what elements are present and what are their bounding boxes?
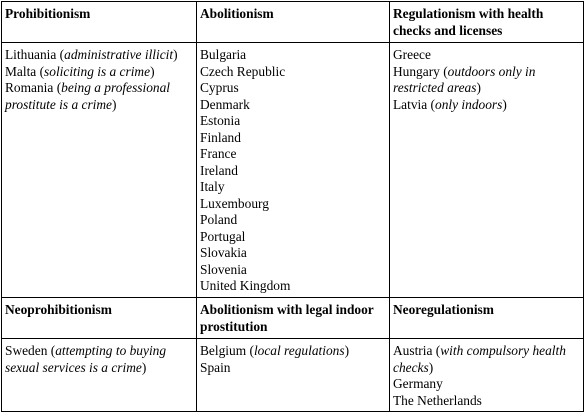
list-item: Lithuania (administrative illicit) bbox=[5, 47, 178, 62]
list-item: Malta (soliciting is a crime) bbox=[5, 63, 155, 79]
list-item: Poland bbox=[200, 212, 238, 227]
list-item: Romania (being a professional prostitute is a crime) bbox=[5, 80, 171, 112]
list-item: Belgium (local regulations) bbox=[200, 343, 350, 358]
list-item: Hungary (outdoors only in restricted areas) bbox=[393, 63, 536, 95]
list-item: Cyprus bbox=[200, 80, 239, 95]
list-item: France bbox=[200, 146, 237, 161]
list-item: The Netherlands bbox=[393, 392, 482, 408]
cell-neoprohibitionism-countries bbox=[2, 339, 197, 412]
list-item: Slovenia bbox=[200, 261, 247, 277]
list-item: Estonia bbox=[200, 113, 241, 128]
cell-abolitionism-countries bbox=[197, 43, 390, 298]
list-item: Bulgaria bbox=[200, 47, 247, 62]
list-item: Czech Republic bbox=[200, 63, 286, 79]
header-abolitionism-indoor: Abolitionism with legal indoor prostitution bbox=[197, 298, 390, 339]
prostitution-policy-table bbox=[1, 1, 584, 412]
list-item: Germany bbox=[393, 376, 443, 391]
body-row-top bbox=[2, 43, 584, 298]
header-neoprohibitionism: Neoprohibitionism bbox=[2, 298, 197, 339]
list-item: United Kingdom bbox=[200, 278, 291, 293]
header-prohibitionism: Prohibitionism bbox=[2, 2, 197, 43]
header-regulationism: Regulationism with health checks and licenses bbox=[390, 2, 584, 43]
list-item: Slovakia bbox=[200, 245, 247, 260]
list-item: Luxembourg bbox=[200, 195, 269, 211]
cell-regulationism-countries bbox=[390, 43, 584, 298]
list-item: Greece bbox=[393, 47, 431, 62]
cell-neoregulationism-countries bbox=[390, 339, 584, 412]
list-item: Latvia (only indoors) bbox=[393, 96, 507, 112]
header-row-bottom bbox=[2, 298, 584, 339]
list-item: Portugal bbox=[200, 228, 246, 244]
cell-prohibitionism-countries bbox=[2, 43, 197, 298]
list-item: Spain bbox=[200, 359, 231, 375]
cell-abolitionism-indoor-countries bbox=[197, 339, 390, 412]
header-neoregulationism: Neoregulationism bbox=[390, 298, 584, 339]
header-abolitionism: Abolitionism bbox=[197, 2, 390, 43]
list-item: Sweden (attempting to buying sexual services is a crime) bbox=[5, 343, 167, 375]
list-item: Denmark bbox=[200, 96, 250, 112]
list-item: Italy bbox=[200, 179, 225, 194]
header-row-top bbox=[2, 2, 584, 43]
list-item: Austria (with compulsory health checks) bbox=[393, 343, 566, 375]
body-row-bottom bbox=[2, 339, 584, 412]
list-item: Finland bbox=[200, 129, 241, 145]
list-item: Ireland bbox=[200, 162, 238, 178]
